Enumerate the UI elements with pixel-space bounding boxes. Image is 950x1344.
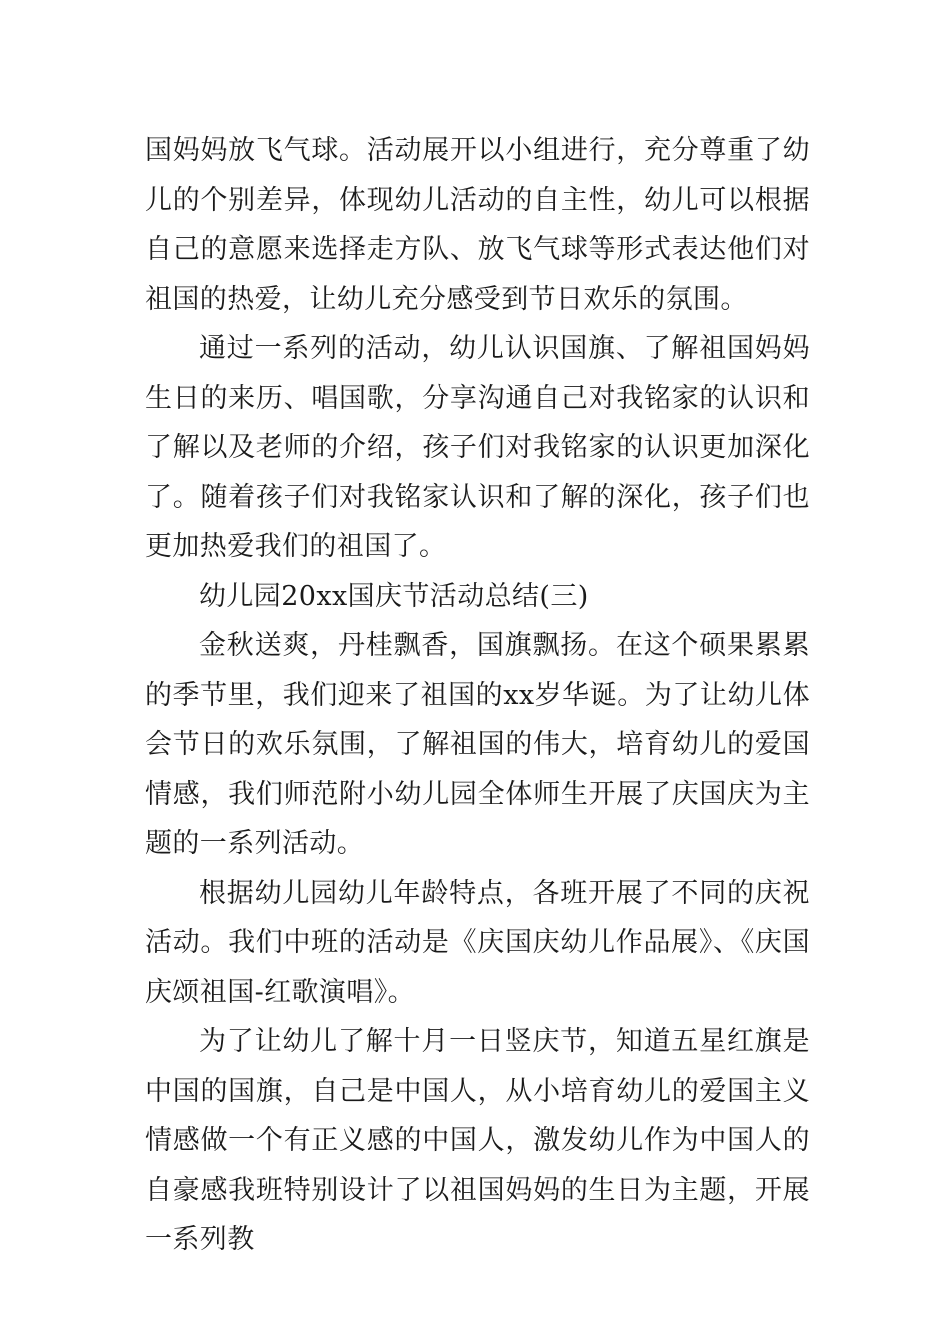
paragraph-activities-summary: 通过一系列的活动，幼儿认识国旗、了解祖国妈妈生日的来历、唱国歌，分享沟通自己对我铭家的认识和了解以及老师的介绍，孩子们对我铭家的认识更加深化了。随着孩子们对我铭家认识和了解的深化，孩子们也更加热爱我们的祖国了。: [145, 333, 810, 562]
document-body: [145, 126, 810, 1265]
paragraph-autumn-intro: 金秋送爽，丹桂飘香，国旗飘扬。在这个硕果累累的季节里，我们迎来了祖国的xx岁华诞。为了让幼儿体会节日的欢乐氛围，了解祖国的伟大，培育幼儿的爱国情感，我们师范附小幼儿园全体师生开展了庆国庆为主题的一系列活动。: [145, 630, 810, 859]
paragraph-national-day-theme: 为了让幼儿了解十月一日竖庆节，知道五星红旗是中国的国旗，自己是中国人，从小培育幼儿的爱国主义情感做一个有正义感的中国人，激发幼儿作为中国人的自豪感我班特别设计了以祖国妈妈的生日为主题，开展一系列教: [145, 1026, 810, 1255]
paragraph-class-activities: 根据幼儿园幼儿年龄特点，各班开展了不同的庆祝活动。我们中班的活动是《庆国庆幼儿作品展》、《庆国庆颂祖国-红歌演唱》。: [145, 877, 810, 1008]
paragraph-continued: 国妈妈放飞气球。活动展开以小组进行，充分尊重了幼儿的个别差异，体现幼儿活动的自主性，幼儿可以根据自己的意愿来选择走方队、放飞气球等形式表达他们对祖国的热爱，让幼儿充分感受到节日欢乐的氛围。: [145, 135, 810, 315]
section-heading: 幼儿园20xx国庆节活动总结(三): [199, 580, 589, 612]
